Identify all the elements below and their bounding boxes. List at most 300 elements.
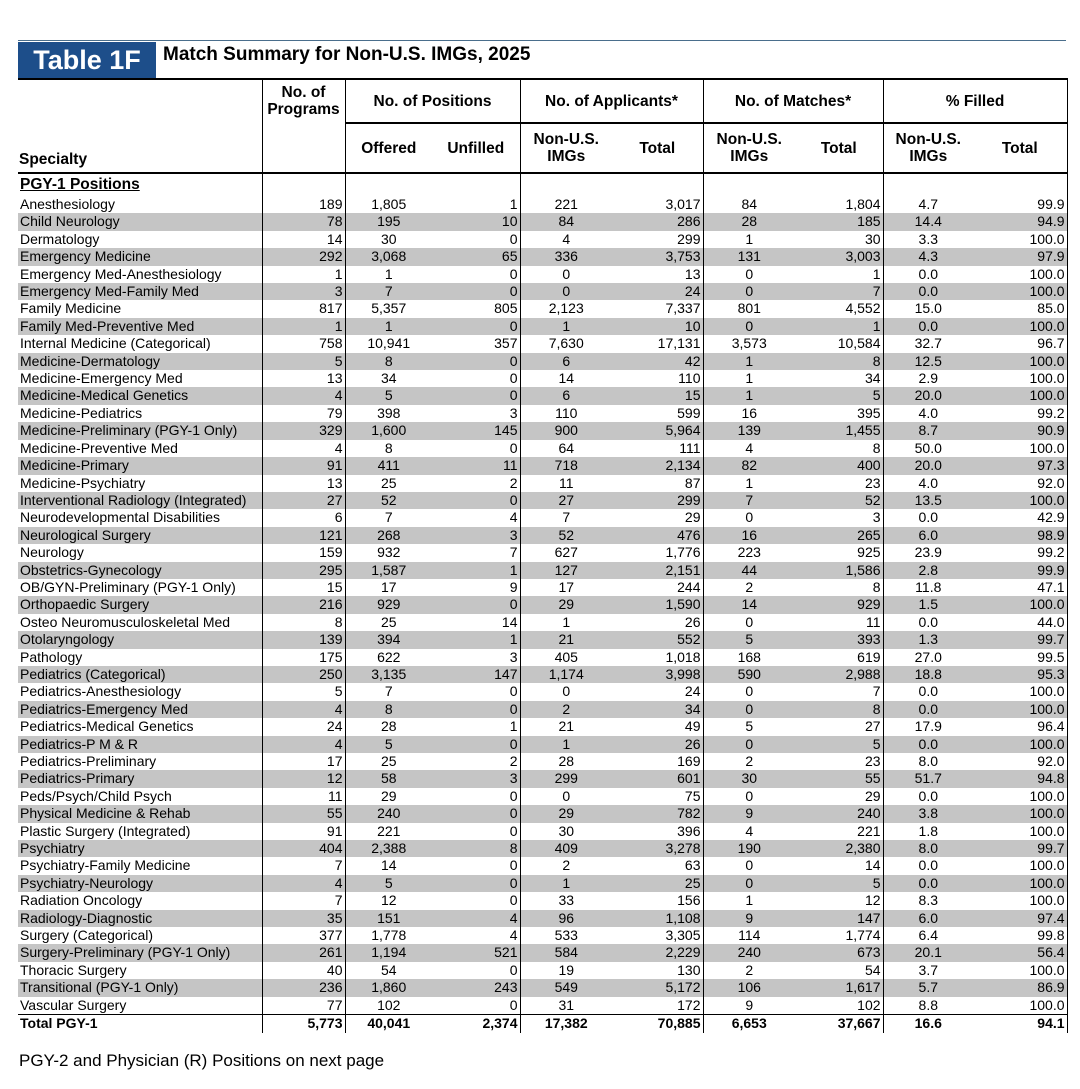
cell-filled-total: 100.0 bbox=[973, 231, 1067, 248]
cell-specialty: Pediatrics-Medical Genetics bbox=[18, 718, 262, 735]
cell-applicants-non-us-imgs: 7,630 bbox=[548, 335, 584, 352]
cell-offered: 7 bbox=[345, 283, 432, 300]
cell-applicants-total: 1,590 bbox=[612, 596, 703, 613]
cell-applicants-non-us-imgs: 584 bbox=[520, 944, 612, 961]
cell-offered: 1,860 bbox=[345, 979, 432, 996]
cell-offered: 25 bbox=[380, 753, 397, 769]
cell-filled-total: 99.7 bbox=[973, 840, 1067, 857]
cell-offered: 29 bbox=[380, 787, 397, 804]
cell-applicants-total: 244 bbox=[612, 579, 703, 596]
cell-offered: 14 bbox=[380, 857, 397, 874]
cell-applicants-total: 130 bbox=[612, 962, 703, 979]
cell-offered: 8 bbox=[345, 701, 432, 718]
cell-unfilled: 1 bbox=[432, 631, 520, 648]
cell-matches-non-us-imgs: 240 bbox=[703, 944, 795, 961]
cell-filled-non-us-imgs: 11.8 bbox=[915, 578, 942, 595]
cell-filled-non-us-imgs: 20.0 bbox=[883, 457, 973, 474]
cell-matches-total: 221 bbox=[795, 823, 883, 840]
cell-programs: 35 bbox=[262, 910, 345, 927]
cell-offered: 268 bbox=[345, 527, 432, 544]
cell-programs: 77 bbox=[262, 997, 345, 1015]
cell-specialty: Orthopaedic Surgery bbox=[18, 596, 262, 613]
cell-offered: 151 bbox=[345, 910, 432, 927]
cell-offered: 10,941 bbox=[367, 335, 411, 352]
table-row bbox=[18, 857, 1067, 874]
cell-applicants-non-us-imgs: 6 bbox=[520, 387, 612, 404]
cell-applicants-non-us-imgs: 21 bbox=[520, 631, 612, 648]
cell-filled-total: 100.0 bbox=[973, 701, 1067, 718]
cell-offered: 7 bbox=[384, 683, 393, 700]
cell-unfilled: 243 bbox=[432, 979, 520, 996]
cell-applicants-non-us-imgs: 1 bbox=[520, 736, 612, 753]
cell-filled-non-us-imgs: 17.9 bbox=[914, 718, 942, 735]
cell-applicants-non-us-imgs: 900 bbox=[520, 422, 612, 439]
cell-matches-total: 1,617 bbox=[795, 979, 883, 996]
cell-applicants-non-us-imgs: 64 bbox=[558, 439, 575, 456]
cell-unfilled: 147 bbox=[432, 666, 520, 683]
cell-matches-non-us-imgs: 190 bbox=[703, 840, 795, 857]
cell-specialty: Plastic Surgery (Integrated) bbox=[18, 823, 262, 840]
cell-specialty: Thoracic Surgery bbox=[18, 962, 262, 979]
cell-matches-non-us-imgs: 2 bbox=[745, 578, 754, 595]
table-row bbox=[18, 666, 1067, 683]
cell-programs: 78 bbox=[262, 213, 345, 230]
cell-specialty: Osteo Neuromusculoskeletal Med bbox=[18, 614, 262, 631]
cell-offered: 240 bbox=[345, 805, 432, 822]
cell-applicants-total: 29 bbox=[612, 509, 703, 526]
cell-matches-non-us-imgs: 1 bbox=[745, 892, 754, 909]
cell-applicants-total: 396 bbox=[612, 823, 703, 840]
cell-applicants-total: 3,753 bbox=[612, 248, 703, 265]
cell-applicants-total: 1,108 bbox=[612, 910, 703, 927]
cell-filled-total: 99.5 bbox=[973, 649, 1067, 666]
cell-specialty: Neurology bbox=[18, 544, 262, 561]
cell-filled-total: 100.0 bbox=[973, 683, 1067, 700]
cell-filled-total: 92.0 bbox=[973, 475, 1067, 492]
cell-unfilled: 14 bbox=[432, 614, 520, 631]
cell-matches-total: 1,804 bbox=[795, 196, 883, 213]
cell-specialty: Medicine-Primary bbox=[18, 457, 262, 474]
cell-matches-non-us-imgs: 131 bbox=[703, 248, 795, 265]
cell-filled-total: 100.0 bbox=[973, 283, 1067, 300]
cell-matches-total: 929 bbox=[795, 596, 883, 613]
cell-matches-non-us-imgs: 0 bbox=[745, 509, 754, 526]
cell-specialty: Pediatrics-Preliminary bbox=[18, 753, 262, 770]
cell-filled-non-us-imgs: 0.0 bbox=[918, 683, 938, 700]
cell-matches-non-us-imgs: 5 bbox=[745, 718, 754, 735]
cell-applicants-total: 782 bbox=[612, 805, 703, 822]
cell-filled-non-us-imgs: 0.0 bbox=[918, 613, 938, 630]
cell-applicants-non-us-imgs: 1,174 bbox=[520, 666, 612, 683]
cell-matches-non-us-imgs: 168 bbox=[737, 648, 761, 665]
cell-matches-total: 673 bbox=[795, 944, 883, 961]
table-row bbox=[18, 387, 1067, 404]
cell-specialty: Surgery-Preliminary (PGY-1 Only) bbox=[18, 944, 262, 961]
cell-matches-total: 400 bbox=[795, 457, 883, 474]
table-row bbox=[18, 509, 1067, 526]
cell-specialty: Emergency Med-Family Med bbox=[18, 283, 262, 300]
cell-filled-non-us-imgs: 0.0 bbox=[918, 857, 938, 874]
cell-filled-total: 96.7 bbox=[973, 335, 1067, 352]
cell-programs: 295 bbox=[262, 562, 345, 579]
cell-applicants-non-us-imgs: 4 bbox=[562, 230, 571, 247]
cell-programs: 139 bbox=[262, 631, 345, 648]
cell-unfilled: 0 bbox=[432, 736, 520, 753]
cell-specialty: Transitional (PGY-1 Only) bbox=[18, 979, 262, 996]
table-row bbox=[18, 318, 1067, 335]
cell-filled-non-us-imgs: 50.0 bbox=[914, 439, 942, 456]
cell-programs: 24 bbox=[262, 718, 345, 735]
cell-unfilled: 0 bbox=[432, 788, 520, 805]
cell-specialty: Surgery (Categorical) bbox=[18, 927, 262, 944]
section-row bbox=[18, 173, 1067, 196]
cell-offered: 8 bbox=[384, 439, 393, 456]
cell-filled-total: 100.0 bbox=[973, 596, 1067, 613]
total-cell-specialty: Total PGY-1 bbox=[18, 1015, 262, 1033]
match-summary-table bbox=[18, 78, 1068, 1033]
cell-matches-non-us-imgs: 4 bbox=[745, 822, 754, 839]
table-row bbox=[18, 266, 1067, 283]
cell-matches-non-us-imgs: 84 bbox=[741, 196, 758, 212]
cell-programs: 5 bbox=[262, 353, 345, 370]
cell-filled-total: 95.3 bbox=[973, 666, 1067, 683]
cell-matches-non-us-imgs: 0 bbox=[745, 613, 754, 630]
col-offered: Offered bbox=[345, 123, 432, 173]
cell-matches-total: 27 bbox=[795, 718, 883, 735]
col-filled-total: Total bbox=[973, 123, 1067, 173]
cell-specialty: Radiation Oncology bbox=[18, 892, 262, 909]
cell-filled-non-us-imgs: 12.5 bbox=[883, 353, 973, 370]
cell-applicants-total: 26 bbox=[612, 736, 703, 753]
footnote: PGY-2 and Physician (R) Positions on next page bbox=[19, 1051, 385, 1070]
table-row bbox=[18, 213, 1067, 230]
cell-programs: 292 bbox=[262, 248, 345, 265]
cell-unfilled: 0 bbox=[432, 857, 520, 874]
cell-applicants-total: 63 bbox=[612, 857, 703, 874]
cell-applicants-non-us-imgs: 29 bbox=[520, 805, 612, 822]
cell-matches-total: 393 bbox=[795, 631, 883, 648]
cell-applicants-total: 2,151 bbox=[612, 562, 703, 579]
cell-unfilled: 7 bbox=[432, 544, 520, 561]
cell-filled-total: 86.9 bbox=[973, 979, 1067, 996]
cell-matches-total: 5 bbox=[795, 387, 883, 404]
table-row bbox=[18, 457, 1067, 474]
cell-specialty: Peds/Psych/Child Psych bbox=[18, 788, 262, 805]
cell-unfilled: 3 bbox=[432, 527, 520, 544]
cell-programs: 14 bbox=[262, 231, 345, 248]
cell-filled-total: 100.0 bbox=[973, 857, 1067, 874]
cell-matches-total: 7 bbox=[795, 283, 883, 300]
cell-unfilled: 9 bbox=[432, 579, 520, 596]
table-row bbox=[18, 788, 1067, 805]
col-filled: % Filled bbox=[883, 79, 1067, 123]
cell-offered: 195 bbox=[345, 213, 432, 230]
table-row bbox=[18, 283, 1067, 300]
cell-applicants-non-us-imgs: 2,123 bbox=[548, 300, 584, 317]
cell-matches-non-us-imgs: 0 bbox=[745, 787, 754, 804]
cell-specialty: Pediatrics-Anesthesiology bbox=[18, 683, 262, 700]
cell-applicants-non-us-imgs: 1 bbox=[562, 613, 571, 630]
table-row bbox=[18, 231, 1067, 248]
cell-filled-non-us-imgs: 0.0 bbox=[883, 736, 973, 753]
cell-matches-non-us-imgs: 0 bbox=[745, 683, 754, 700]
cell-matches-non-us-imgs: 16 bbox=[703, 527, 795, 544]
cell-applicants-total: 3,305 bbox=[612, 927, 703, 944]
cell-filled-non-us-imgs: 5.7 bbox=[883, 979, 973, 996]
cell-matches-total: 265 bbox=[795, 527, 883, 544]
cell-filled-total: 47.1 bbox=[973, 579, 1067, 596]
cell-offered: 411 bbox=[345, 457, 432, 474]
cell-matches-total: 23 bbox=[795, 753, 883, 770]
cell-specialty: Radiology-Diagnostic bbox=[18, 910, 262, 927]
table-row bbox=[18, 979, 1067, 996]
cell-filled-non-us-imgs: 8.3 bbox=[918, 892, 938, 909]
cell-applicants-non-us-imgs: 110 bbox=[555, 404, 578, 421]
cell-matches-total: 8 bbox=[795, 701, 883, 718]
cell-applicants-total: 24 bbox=[612, 683, 703, 700]
cell-matches-total: 1,774 bbox=[795, 927, 883, 944]
cell-specialty: OB/GYN-Preliminary (PGY-1 Only) bbox=[18, 579, 262, 596]
cell-filled-non-us-imgs: 1.5 bbox=[883, 596, 973, 613]
cell-offered: 3,135 bbox=[345, 666, 432, 683]
cell-matches-total: 30 bbox=[795, 231, 883, 248]
cell-offered: 398 bbox=[377, 404, 401, 421]
cell-filled-total: 96.4 bbox=[973, 718, 1067, 735]
cell-applicants-non-us-imgs: 17 bbox=[558, 578, 575, 595]
cell-matches-non-us-imgs: 0 bbox=[703, 736, 795, 753]
cell-filled-total: 99.9 bbox=[973, 562, 1067, 579]
cell-offered: 25 bbox=[380, 613, 397, 630]
cell-filled-non-us-imgs: 0.0 bbox=[918, 787, 938, 804]
cell-unfilled: 3 bbox=[432, 405, 520, 422]
cell-applicants-non-us-imgs: 549 bbox=[520, 979, 612, 996]
cell-filled-non-us-imgs: 8.8 bbox=[918, 996, 938, 1013]
table-row bbox=[18, 579, 1067, 596]
cell-filled-non-us-imgs: 4.0 bbox=[918, 404, 938, 421]
cell-unfilled: 357 bbox=[432, 335, 520, 352]
cell-applicants-non-us-imgs: 30 bbox=[558, 822, 575, 839]
total-cell-unfilled: 2,374 bbox=[432, 1015, 520, 1033]
cell-filled-non-us-imgs: 20.0 bbox=[883, 387, 973, 404]
table-row bbox=[18, 440, 1067, 457]
cell-matches-total: 2,988 bbox=[795, 666, 883, 683]
total-cell-filled-non-us-imgs: 16.6 bbox=[883, 1015, 973, 1033]
cell-programs: 40 bbox=[262, 962, 345, 979]
cell-applicants-non-us-imgs: 627 bbox=[554, 544, 578, 561]
cell-matches-non-us-imgs: 590 bbox=[703, 666, 795, 683]
cell-offered: 221 bbox=[377, 822, 401, 839]
cell-offered: 1,778 bbox=[371, 927, 407, 944]
cell-unfilled: 0 bbox=[432, 596, 520, 613]
cell-applicants-non-us-imgs: 336 bbox=[520, 248, 612, 265]
col-specialty: Specialty bbox=[18, 79, 262, 173]
cell-unfilled: 1 bbox=[432, 718, 520, 735]
cell-matches-total: 7 bbox=[795, 683, 883, 700]
cell-matches-non-us-imgs: 7 bbox=[703, 492, 795, 509]
cell-offered: 5 bbox=[345, 387, 432, 404]
cell-unfilled: 805 bbox=[432, 300, 520, 317]
cell-unfilled: 0 bbox=[432, 892, 520, 909]
cell-applicants-total: 26 bbox=[612, 614, 703, 631]
cell-applicants-total: 5,964 bbox=[612, 422, 703, 439]
cell-filled-total: 97.3 bbox=[973, 457, 1067, 474]
col-matches-non-us-imgs: Non-U.S. IMGs bbox=[703, 123, 795, 173]
cell-applicants-non-us-imgs: 409 bbox=[520, 840, 612, 857]
cell-unfilled: 1 bbox=[432, 196, 520, 213]
cell-filled-non-us-imgs: 14.4 bbox=[883, 213, 973, 230]
cell-matches-total: 2,380 bbox=[795, 840, 883, 857]
table-row bbox=[18, 492, 1067, 509]
cell-filled-total: 100.0 bbox=[973, 823, 1067, 840]
cell-applicants-non-us-imgs: 299 bbox=[520, 770, 612, 787]
col-unfilled: Unfilled bbox=[432, 123, 520, 173]
cell-offered: 34 bbox=[380, 370, 397, 387]
total-cell-applicants-total: 70,885 bbox=[612, 1015, 703, 1033]
cell-programs: 4 bbox=[262, 701, 345, 718]
cell-matches-total: 925 bbox=[795, 544, 883, 561]
col-matches: No. of Matches* bbox=[703, 79, 883, 123]
cell-specialty: Neurological Surgery bbox=[18, 527, 262, 544]
cell-applicants-total: 13 bbox=[612, 266, 703, 283]
cell-specialty: Vascular Surgery bbox=[18, 997, 262, 1015]
cell-matches-non-us-imgs: 0 bbox=[703, 875, 795, 892]
cell-filled-non-us-imgs: 3.3 bbox=[918, 230, 938, 247]
col-applicants-non-us-imgs: Non-U.S. IMGs bbox=[520, 123, 612, 173]
cell-specialty: Psychiatry-Family Medicine bbox=[18, 857, 262, 874]
cell-offered: 1,587 bbox=[345, 562, 432, 579]
cell-unfilled: 0 bbox=[432, 701, 520, 718]
cell-applicants-total: 1,018 bbox=[612, 649, 703, 666]
cell-filled-non-us-imgs: 6.0 bbox=[883, 527, 973, 544]
cell-applicants-total: 7,337 bbox=[612, 300, 703, 317]
cell-matches-total: 1,586 bbox=[795, 562, 883, 579]
cell-applicants-total: 24 bbox=[612, 283, 703, 300]
cell-applicants-total: 299 bbox=[612, 492, 703, 509]
cell-specialty: Physical Medicine & Rehab bbox=[18, 805, 262, 822]
total-cell-programs: 5,773 bbox=[262, 1015, 345, 1033]
cell-offered: 1,805 bbox=[371, 196, 407, 212]
cell-filled-total: 100.0 bbox=[973, 387, 1067, 404]
cell-applicants-non-us-imgs: 84 bbox=[520, 213, 612, 230]
cell-applicants-non-us-imgs: 14 bbox=[558, 370, 575, 387]
cell-applicants-non-us-imgs: 19 bbox=[558, 961, 575, 978]
cell-filled-total: 100.0 bbox=[973, 962, 1067, 979]
cell-programs: 5 bbox=[262, 683, 345, 700]
cell-unfilled: 0 bbox=[432, 440, 520, 457]
cell-programs: 175 bbox=[262, 649, 345, 666]
cell-unfilled: 8 bbox=[432, 840, 520, 857]
cell-applicants-total: 5,172 bbox=[612, 979, 703, 996]
cell-filled-total: 100.0 bbox=[973, 370, 1067, 387]
cell-applicants-total: 172 bbox=[612, 997, 703, 1015]
cell-filled-total: 100.0 bbox=[973, 266, 1067, 283]
cell-programs: 1 bbox=[262, 318, 345, 335]
cell-matches-total: 10,584 bbox=[795, 335, 883, 352]
cell-matches-total: 11 bbox=[795, 614, 883, 631]
cell-unfilled: 11 bbox=[432, 457, 520, 474]
cell-matches-non-us-imgs: 0 bbox=[745, 857, 754, 874]
cell-matches-non-us-imgs: 44 bbox=[703, 562, 795, 579]
cell-filled-total: 100.0 bbox=[973, 892, 1067, 909]
cell-programs: 27 bbox=[262, 492, 345, 509]
table-row bbox=[18, 927, 1067, 944]
table-row bbox=[18, 840, 1067, 857]
cell-programs: 6 bbox=[262, 509, 345, 526]
cell-matches-non-us-imgs: 9 bbox=[703, 910, 795, 927]
cell-offered: 1 bbox=[345, 318, 432, 335]
cell-unfilled: 0 bbox=[432, 370, 520, 387]
cell-unfilled: 521 bbox=[432, 944, 520, 961]
cell-offered: 394 bbox=[345, 631, 432, 648]
cell-specialty: Medicine-Emergency Med bbox=[18, 370, 262, 387]
table-row bbox=[18, 649, 1067, 666]
cell-matches-total: 29 bbox=[795, 788, 883, 805]
cell-offered: 30 bbox=[380, 230, 397, 247]
cell-filled-non-us-imgs: 4.7 bbox=[918, 196, 938, 212]
cell-offered: 17 bbox=[380, 578, 397, 595]
cell-offered: 8 bbox=[345, 353, 432, 370]
cell-applicants-total: 34 bbox=[612, 701, 703, 718]
cell-specialty: Family Med-Preventive Med bbox=[18, 318, 262, 335]
cell-programs: 13 bbox=[262, 475, 345, 492]
cell-filled-total: 92.0 bbox=[973, 753, 1067, 770]
cell-matches-non-us-imgs: 801 bbox=[737, 300, 761, 317]
cell-applicants-non-us-imgs: 11 bbox=[558, 474, 574, 491]
table-row bbox=[18, 405, 1067, 422]
cell-programs: 4 bbox=[262, 440, 345, 457]
table-row bbox=[18, 736, 1067, 753]
cell-offered: 5 bbox=[345, 875, 432, 892]
cell-matches-non-us-imgs: 1 bbox=[745, 474, 754, 491]
table-title: Match Summary for Non-U.S. IMGs, 2025 bbox=[163, 44, 531, 65]
cell-applicants-non-us-imgs: 28 bbox=[558, 753, 575, 769]
cell-matches-non-us-imgs: 14 bbox=[703, 596, 795, 613]
cell-offered: 7 bbox=[384, 509, 393, 526]
cell-applicants-total: 2,229 bbox=[612, 944, 703, 961]
cell-specialty: Emergency Med-Anesthesiology bbox=[18, 266, 262, 283]
cell-programs: 1 bbox=[262, 266, 345, 283]
cell-applicants-total: 111 bbox=[612, 440, 703, 457]
cell-filled-non-us-imgs: 51.7 bbox=[883, 770, 973, 787]
cell-applicants-non-us-imgs: 0 bbox=[562, 787, 571, 804]
cell-programs: 7 bbox=[262, 892, 345, 909]
cell-matches-total: 5 bbox=[795, 736, 883, 753]
cell-offered: 2,388 bbox=[345, 840, 432, 857]
col-applicants-total: Total bbox=[612, 123, 703, 173]
cell-filled-total: 98.9 bbox=[973, 527, 1067, 544]
cell-filled-total: 100.0 bbox=[973, 318, 1067, 335]
cell-applicants-total: 169 bbox=[612, 753, 703, 770]
cell-matches-total: 395 bbox=[795, 405, 883, 422]
cell-matches-non-us-imgs: 28 bbox=[703, 213, 795, 230]
cell-unfilled: 0 bbox=[432, 875, 520, 892]
cell-applicants-non-us-imgs: 33 bbox=[558, 892, 575, 909]
cell-applicants-non-us-imgs: 0 bbox=[562, 683, 571, 700]
cell-filled-non-us-imgs: 8.0 bbox=[883, 840, 973, 857]
table-row bbox=[18, 527, 1067, 544]
cell-matches-total: 54 bbox=[795, 962, 883, 979]
cell-filled-non-us-imgs: 1.3 bbox=[883, 631, 973, 648]
cell-filled-non-us-imgs: 3.7 bbox=[918, 961, 938, 978]
cell-applicants-total: 3,278 bbox=[612, 840, 703, 857]
cell-applicants-non-us-imgs: 405 bbox=[554, 648, 578, 665]
cell-applicants-total: 156 bbox=[612, 892, 703, 909]
cell-applicants-total: 42 bbox=[612, 353, 703, 370]
cell-matches-non-us-imgs: 30 bbox=[703, 770, 795, 787]
cell-matches-total: 1 bbox=[795, 318, 883, 335]
cell-matches-total: 8 bbox=[795, 440, 883, 457]
table-row bbox=[18, 770, 1067, 787]
